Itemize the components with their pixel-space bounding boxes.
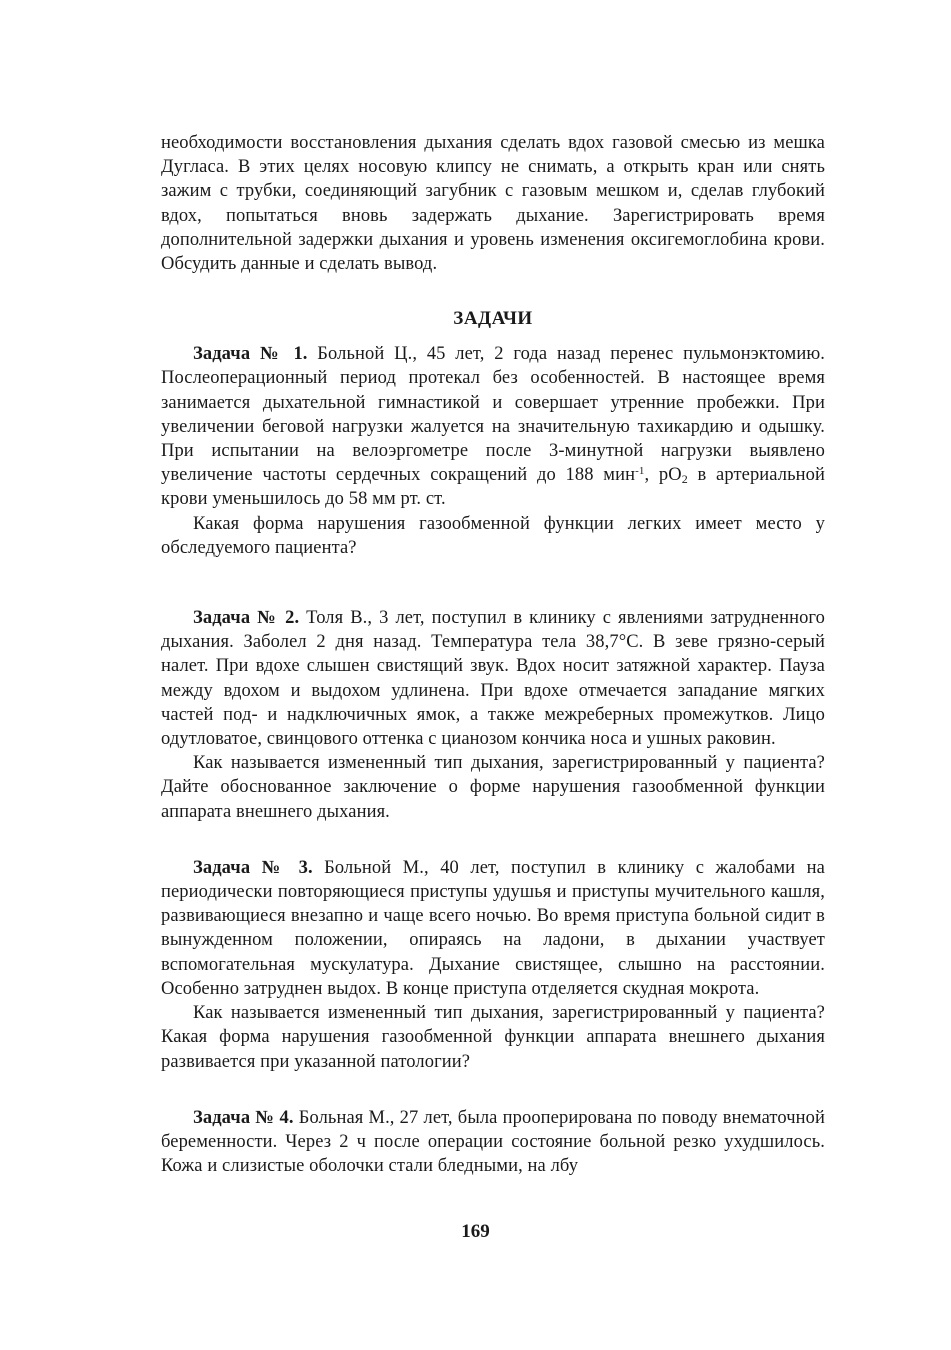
- task-4-body: [161, 1106, 825, 1179]
- intro-paragraph: необходимости восстановления дыхания сделать вдох газовой смесью из мешка Дугласа. В этих целях носовую клипсу не снимать, а открыть кран или снять зажим с трубки, соединяющий загубник с газовым мешком и, сделав глубокий вдох, попытаться вновь задержать дыхание. Зарегистрировать время дополнительной задержки дыхания и уровень изменения оксигемоглобина крови. Обсудить данные и сделать вывод.: [161, 133, 825, 275]
- task-2-text: Толя В., 3 лет, поступил в клинику с явлениями затрудненного дыхания. Заболел 2 дня назад. Температура тела 38,7°С. В зеве грязно-серый налет. При вдохе слышен свистящий звук. Вдох носит затяжной характер. Пауза между вдохом и выдохом удлинена. При вдохе отмечается западание мягких частей под- и надключичных ямок, а также межреберных промежутков. Лицо одутловатое, свинцового оттенка с цианозом кончика носа и ушных раковин.: [161, 608, 825, 750]
- task-1-text: Больной Ц., 45 лет, 2 года назад перенес пульмонэктомию. Послеоперационный период протекал без особенностей. В настоящее время занимается дыхательной гимнастикой и совершает утренние пробежки. При увеличении беговой нагрузки жалуется на значительную тахикардию и одышку. При испытании на велоэргометре после 3-минутной нагрузки выявлено увеличение частоты сердечных сокращений до 188 мин: [161, 344, 825, 486]
- task-4: [161, 1106, 825, 1179]
- task-4-label: Задача № 4.: [193, 1107, 294, 1128]
- task-1-superscript: -1: [635, 465, 645, 478]
- task-2-label: Задача № 2.: [193, 608, 300, 629]
- task-1-text-mid: , рО: [644, 465, 682, 486]
- task-4-text: Больная М., 27 лет, была прооперирована по поводу внематочной беременности. Через 2 ч после операции состояние больной резко ухудшилось. Кожа и слизистые оболочки стали бледными, на лбу: [161, 1107, 825, 1177]
- task-1: [161, 342, 825, 560]
- task-3-body: [161, 856, 825, 1001]
- section-heading: ЗАДАЧИ: [453, 308, 533, 330]
- task-3-text: Больной М., 40 лет, поступил в клинику с жалобами на периодически повторяющиеся приступы удушья и приступы мучительного кашля, развивающиеся внезапно и чаще всего ночью. Во время приступа больной сидит в вынужденном положении, опираясь на ладони, в дыхании участвует вспомогательная мускулатура. Дыхание свистящее, слышно на расстоянии. Особенно затруднен выдох. В конце приступа отделяется скудная мокрота.: [161, 857, 825, 999]
- task-1-subscript: 2: [681, 472, 688, 487]
- task-2-question: Как называется измененный тип дыхания, зарегистрированный у пациента? Дайте обоснованное заключение о форме нарушения газообменной функции аппарата внешнего дыхания.: [161, 753, 825, 822]
- page-content: [161, 131, 825, 1178]
- task-3-label: Задача № 3.: [193, 857, 313, 878]
- task-3: [161, 856, 825, 1074]
- task-1-label: Задача № 1.: [193, 344, 308, 365]
- task-1-text-end: в артериальной крови уменьшилось до 58 мм рт. ст.: [161, 465, 825, 510]
- page-number: 169: [461, 1221, 490, 1242]
- task-2: [161, 606, 825, 824]
- task-1-question: Какая форма нарушения газообменной функции легких имеет место у обследуемого пациента?: [161, 513, 825, 558]
- task-1-body: [161, 342, 825, 511]
- task-2-body: [161, 606, 825, 751]
- task-3-question: Как называется измененный тип дыхания, зарегистрированный у пациента? Какая форма нарушения газообменной функции аппарата внешнего дыхания развивается при указанной патологии?: [161, 1003, 825, 1072]
